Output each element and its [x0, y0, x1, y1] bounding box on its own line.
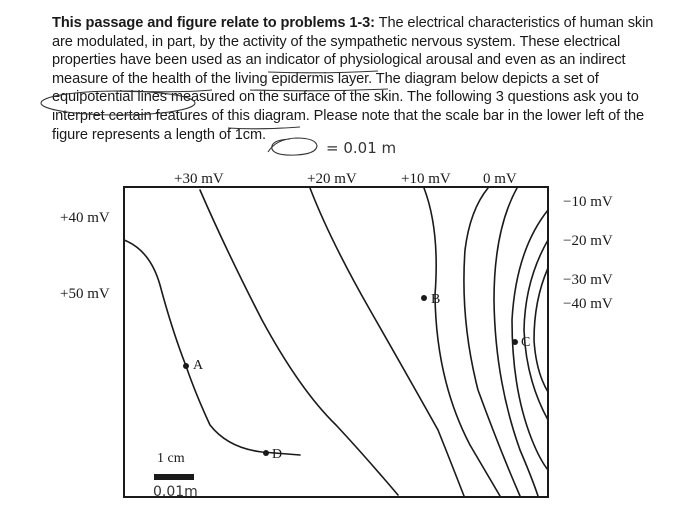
contour-plus30: [200, 190, 398, 495]
point-c-label: C: [521, 335, 531, 350]
equipotential-circle: [41, 91, 195, 115]
contour-minus30: [524, 240, 548, 420]
label-0: 0 mV: [483, 171, 517, 187]
epidermis-underline: [250, 89, 388, 91]
contour-plus10: [424, 188, 500, 496]
point-d-label: D: [272, 447, 283, 462]
point-a-label: A: [193, 358, 204, 373]
scale-handwritten: 0.01m: [153, 484, 198, 500]
scale-label: 1 cm: [157, 451, 185, 466]
point-a-dot: [183, 363, 189, 369]
label-minus20: −20 mV: [563, 233, 613, 249]
label-plus50: +50 mV: [60, 286, 110, 302]
label-plus20: +20 mV: [307, 171, 357, 187]
label-plus30: +30 mV: [174, 171, 224, 187]
label-minus30: −30 mV: [563, 272, 613, 288]
label-plus40: +40 mV: [60, 210, 110, 226]
figure-frame: [124, 187, 548, 497]
contour-minus40: [534, 268, 548, 392]
contour-plus20: [310, 188, 464, 496]
contour-plus50: [124, 240, 300, 455]
point-b-label: B: [431, 292, 441, 307]
scale-bar: [154, 474, 194, 480]
point-d-dot: [263, 450, 269, 456]
label-plus10: +10 mV: [401, 171, 451, 187]
passage-body: The electrical characteristics of human skin are modulated, in part, by the activity of the sympathetic nervous system. These electrical properties have been used as an indicator of physiological arousal and even as an indirect measure of the health of the living epidermis layer. The diagram below depicts a set of equipotential lines measured on the surface of the skin. The following 3 questions ask you to interpret certain features of this diagram. Please note that the scale bar in the lower left of the figure represents a length of 1cm.: [52, 15, 654, 143]
indicator-underline: [268, 71, 378, 73]
point-b-dot: [421, 295, 427, 301]
label-minus10: −10 mV: [563, 194, 613, 210]
1cm-circle: [268, 138, 317, 155]
diagram-underline: [228, 127, 300, 129]
label-minus40: −40 mV: [563, 296, 613, 312]
point-c-dot: [512, 339, 518, 345]
passage-lead: This passage and figure relate to problems 1-3:: [52, 15, 375, 31]
handwritten-note: = 0.01 m: [326, 139, 397, 157]
